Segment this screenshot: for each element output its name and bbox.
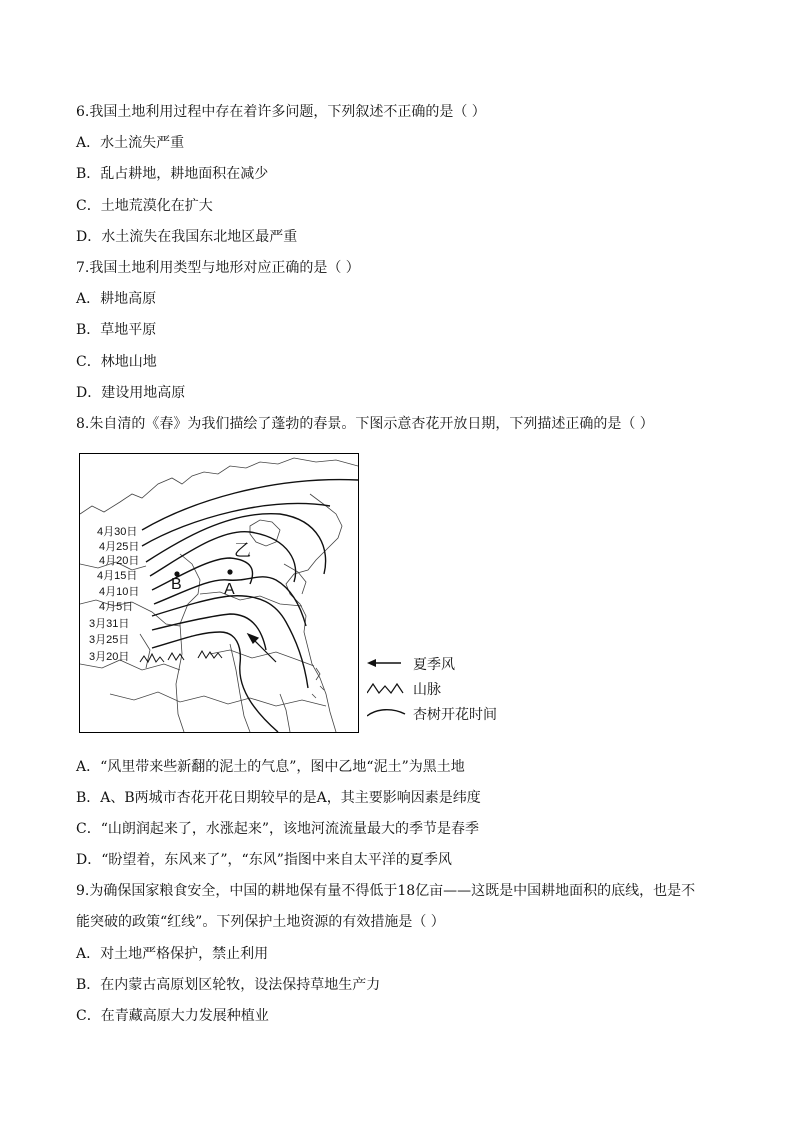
question-6-stem: 6.我国土地利用过程中存在着许多问题，下列叙述不正确的是（ ） [76,104,486,120]
question-9-option-b: B．在内蒙古高原划区轮牧，设法保持草地生产力 [76,977,381,993]
question-7-option-b: B．草地平原 [76,322,157,338]
question-7-option-a: A．耕地高原 [76,291,157,307]
question-7-stem: 7.我国土地利用类型与地形对应正确的是（ ） [76,260,360,276]
isolines [142,480,358,732]
isoline-label-0331: 3月31日 [89,618,130,630]
mountain-range-icon [367,681,407,695]
isoline-icon [367,706,407,720]
question-8-option-a: A．“风里带来些新翻的泥土的气息”，图中乙地“泥土”为黑土地 [76,759,465,775]
point-yi-label: 乙 [234,541,251,560]
map-svg [80,454,358,732]
arrow-left-icon [367,656,403,670]
legend-isoline-label: 杏树开花时间 [413,707,497,723]
point-a-dot [227,569,232,574]
question-8-option-b: B．A、B两城市杏花开花日期较早的是A，其主要影响因素是纬度 [76,790,481,806]
isoline-label-0425: 4月25日 [99,541,140,553]
question-7-option-c: C．林地山地 [76,354,157,370]
question-6-option-c: C．土地荒漠化在扩大 [76,198,213,214]
isoline-label-0320: 3月20日 [89,651,130,663]
question-8-option-c: C．“山朗润起来了，水涨起来”，该地河流流量最大的季节是春季 [76,821,480,837]
question-9-option-c: C．在青藏高原大力发展种植业 [76,1008,269,1024]
question-7-option-d: D．建设用地高原 [76,385,186,401]
apricot-blossom-map [79,453,359,733]
point-a-label: A [224,581,235,598]
question-9-stem-line1: 9.为确保国家粮食安全，中国的耕地保有量不得低于18亿亩——这既是中国耕地面积的底线，也是不 [76,883,696,899]
isoline-label-0325: 3月25日 [89,634,130,646]
isoline-label-0415: 4月15日 [97,570,138,582]
point-b-label: B [171,576,182,593]
legend-summer-wind-label: 夏季风 [413,657,455,673]
isoline-label-0410: 4月10日 [99,586,140,598]
question-9-stem-line2: 能突破的政策“红线”。下列保护土地资源的有效措施是（ ） [76,914,445,930]
isoline-label-0430: 4月30日 [97,526,138,538]
isoline-label-0405: 4月5日 [99,601,134,613]
question-9-option-a: A．对土地严格保护，禁止利用 [76,946,269,962]
question-8-option-d: D．“盼望着，东风来了”，“东风”指图中来自太平洋的夏季风 [76,852,452,868]
isoline-label-0420: 4月20日 [99,555,140,567]
question-6-option-a: A．水土流失严重 [76,135,185,151]
question-8-stem: 8.朱自清的《春》为我们描绘了蓬勃的春景。下图示意杏花开放日期，下列描述正确的是（ ） [76,416,654,432]
legend-mountains-label: 山脉 [413,682,441,698]
question-6-option-b: B．乱占耕地，耕地面积在减少 [76,166,269,182]
question-6-option-d: D．水土流失在我国东北地区最严重 [76,229,298,245]
map-legend [367,650,517,730]
